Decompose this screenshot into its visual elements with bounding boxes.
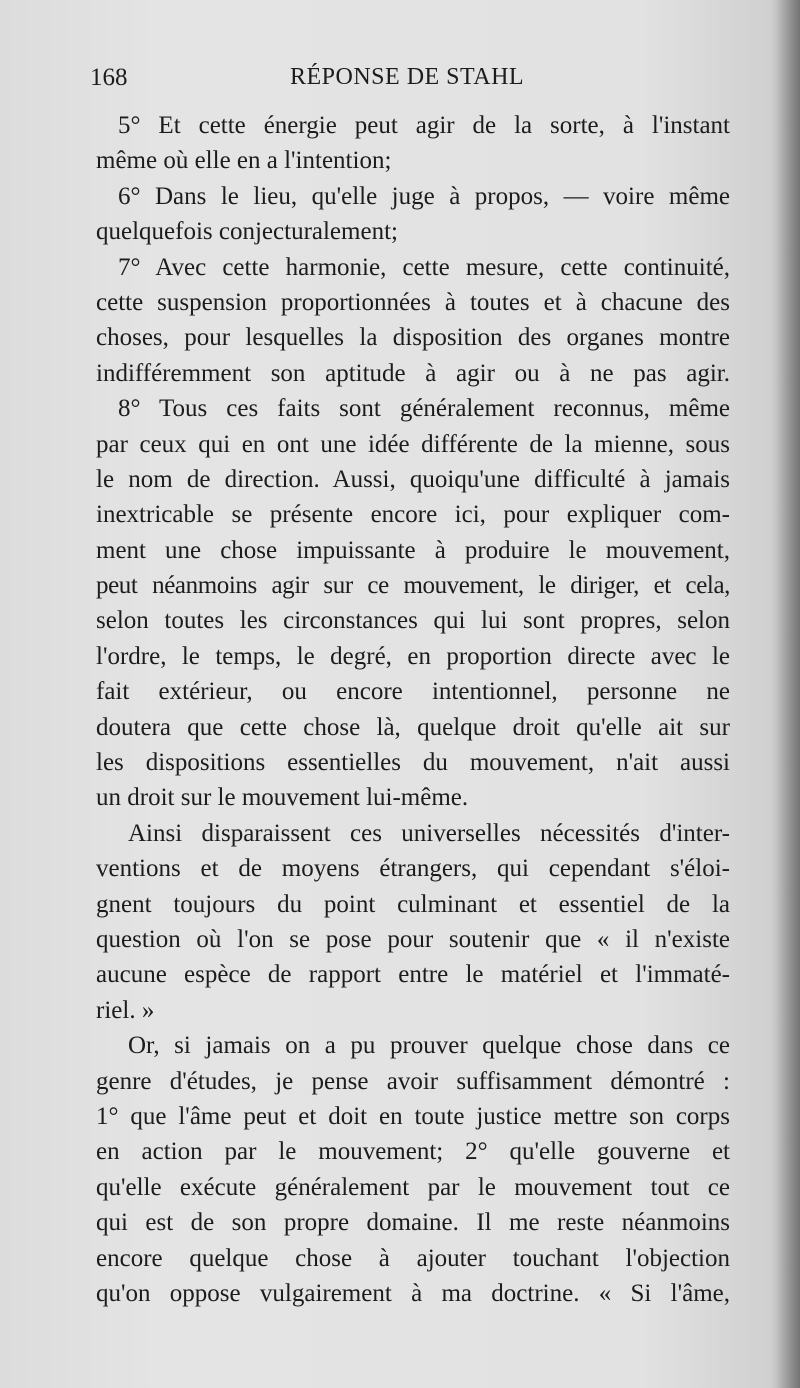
text-line: choses, pour lesquelles la disposition des organes montre [96, 324, 730, 352]
text-line: en action par le mouvement; 2° qu'elle gouverne et [96, 1138, 730, 1166]
text-line: par ceux qui en ont une idée différente de la mienne, sous [96, 430, 730, 458]
body-text [96, 108, 730, 1311]
text-line: fait extérieur, ou encore intentionnel, personne ne [96, 678, 730, 706]
text-line: ventions et de moyens étrangers, qui cependant s'éloi- [96, 855, 730, 883]
text-line: 1° que l'âme peut et doit en toute justice mettre son corps [96, 1102, 730, 1130]
text-line: 7° Avec cette harmonie, cette mesure, cette continuité, [118, 253, 730, 281]
text-line: Ainsi disparaissent ces universelles nécessités d'inter- [128, 819, 730, 847]
text-line: selon toutes les circonstances qui lui sont propres, selon [96, 607, 730, 635]
text-line: aucune espèce de rapport entre le matériel et l'immaté- [96, 961, 730, 989]
text-line: quelquefois conjecturalement; [96, 218, 398, 246]
text-line: le nom de direction. Aussi, quoiqu'une difficulté à jamais [96, 465, 730, 493]
text-line: gnent toujours du point culminant et essentiel de la [96, 890, 730, 918]
text-line: qu'elle exécute généralement par le mouvement tout ce [96, 1173, 730, 1201]
text-line: un droit sur le mouvement lui-même. [96, 784, 469, 812]
text-line: genre d'études, je pense avoir suffisamment démontré : [96, 1067, 730, 1095]
text-line: encore quelque chose à ajouter touchant l'objection [96, 1244, 730, 1272]
text-line: 8° Tous ces faits sont généralement reconnus, même [118, 395, 730, 423]
text-line: même où elle en a l'intention; [96, 147, 392, 175]
text-line: doutera que cette chose là, quelque droit qu'elle ait sur [96, 713, 730, 741]
text-line: 5° Et cette énergie peut agir de la sorte, à l'instant [118, 112, 730, 139]
running-title: RÉPONSE DE STAHL [290, 64, 525, 90]
page-edge-shadow [770, 0, 800, 1388]
text-line: ment une chose impuissante à produire le mouvement, [96, 536, 730, 564]
text-line: 6° Dans le lieu, qu'elle juge à propos, — voire même [118, 182, 730, 210]
text-line: question où l'on se pose pour soutenir que « il n'existe [96, 925, 730, 953]
page-number: 168 [90, 64, 128, 91]
text-line: inextricable se présente encore ici, pour expliquer com- [96, 501, 730, 529]
text-line: les dispositions essentielles du mouvement, n'ait aussi [96, 749, 730, 777]
page-header [90, 64, 730, 104]
text-line: cette suspension proportionnées à toutes et à chacune des [96, 288, 730, 316]
text-line: l'ordre, le temps, le degré, en proportion directe avec le [96, 642, 730, 670]
text-line: indifféremment son aptitude à agir ou à ne pas agir. [96, 359, 730, 387]
text-line: qu'on oppose vulgairement à ma doctrine. « Si l'âme, [96, 1279, 730, 1307]
text-line: riel. » [96, 996, 155, 1024]
text-line: qui est de son propre domaine. Il me reste néanmoins [96, 1209, 730, 1237]
text-line: Or, si jamais on a pu prouver quelque chose dans ce [128, 1032, 730, 1060]
text-line: peut néanmoins agir sur ce mouvement, le diriger, et cela, [96, 572, 730, 600]
